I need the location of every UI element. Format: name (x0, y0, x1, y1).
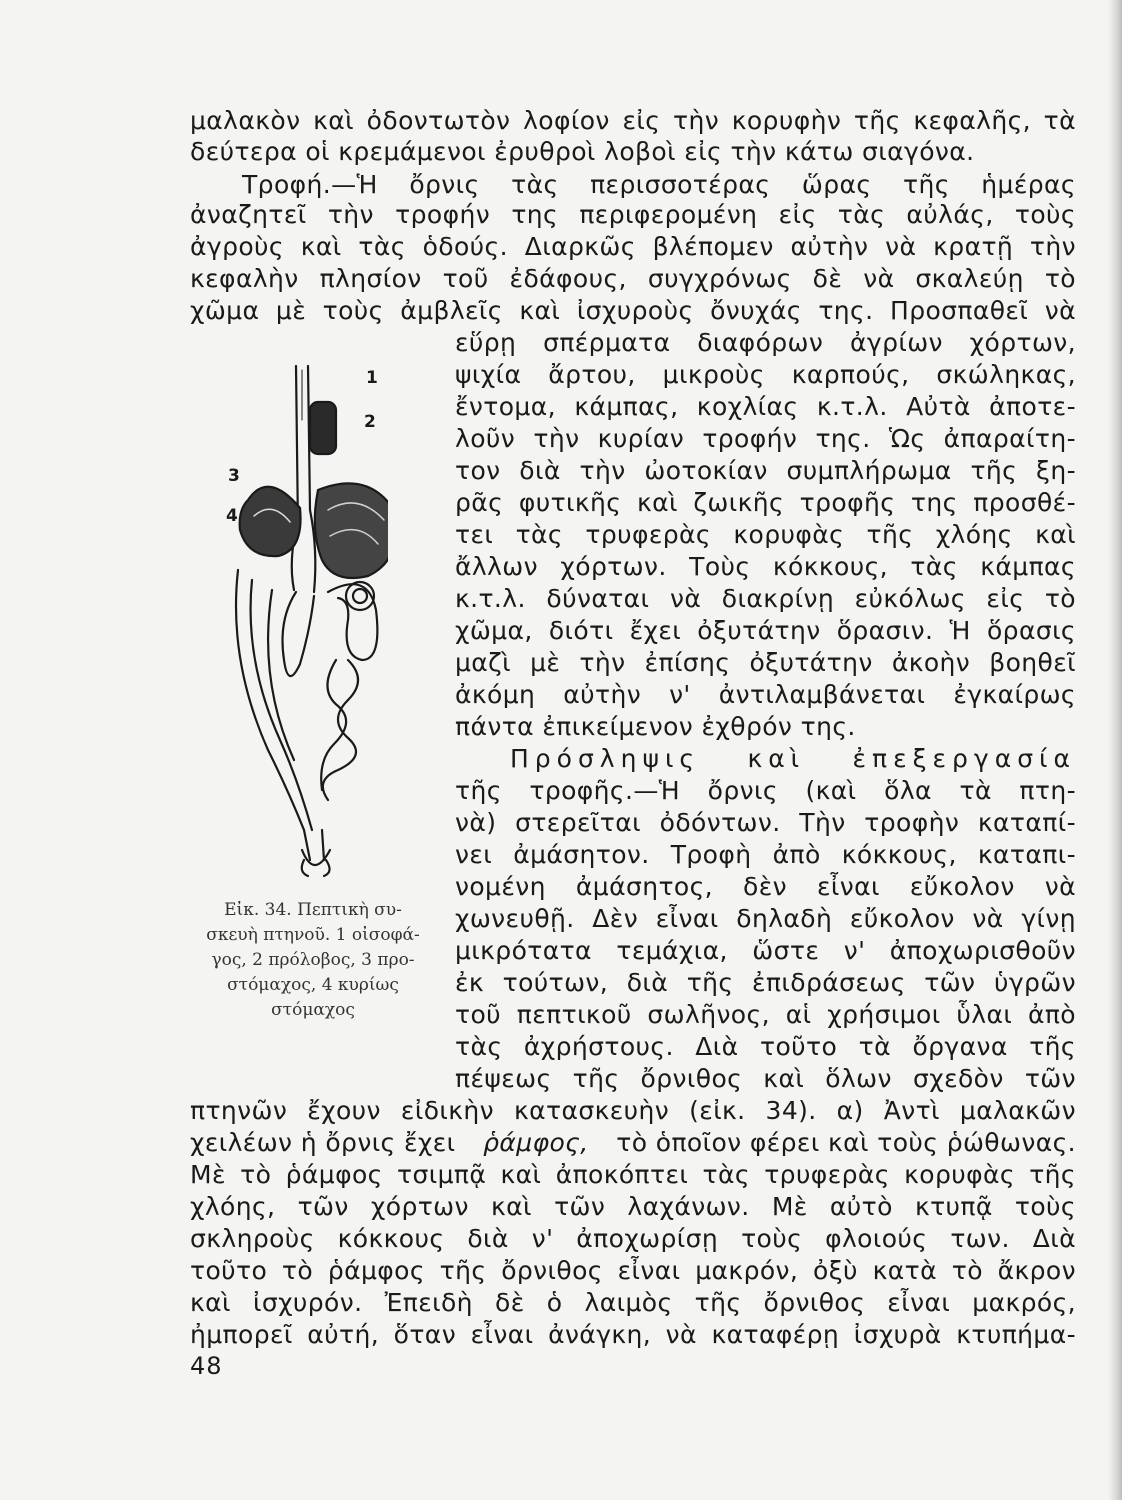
section-heading-food: Τροφή.—Ἡ ὄρνις τὰς περισσοτέρας ὥρας τῆς ἡμέρας (242, 170, 1076, 199)
text-line: ἀναζητεῖ τὴν τροφήν της περιφερομένη εἰς τὰς αὐλάς, τοὺς (190, 200, 1076, 229)
text-line: ἄλλων χόρτων. Τοὺς κόκκους, τὰς κάμπας (455, 552, 1076, 581)
text-line: μαζὶ μὲ τὴν ἐπίσης ὀξυτάτην ἀκοὴν βοηθεῖ (455, 648, 1076, 677)
italic-term-beak: ῥάμφος, (483, 1128, 589, 1157)
figure-label-crop: 2 (364, 412, 376, 432)
text-line: ἀγροὺς καὶ τὰς ὁδούς. Διαρκῶς βλέπομεν αὐτὴν νὰ κρατῇ τὴν (190, 232, 1076, 261)
text-line: τῆς τροφῆς.—Ἡ ὄρνις (καὶ ὅλα τὰ πτη- (455, 776, 1076, 805)
figure-label-gizzard: 4 (226, 506, 238, 526)
text-line: λοῦν τὴν κυρίαν τροφήν της. Ὡς ἀπαραίτη- (455, 424, 1076, 453)
text-line: δεύτερα οἱ κρεμάμενοι ἐρυθροὶ λοβοὶ εἰς τὴν κάτω σιαγόνα. (190, 137, 975, 166)
text-line: ψιχία ἄρτου, μικροὺς καρπούς, σκώληκας, (455, 360, 1076, 389)
figure-caption-line: σκευὴ πτηνοῦ. 1 οἰσοφά- (206, 925, 420, 945)
text-line: νὰ) στερεῖται ὀδόντων. Τὴν τροφὴν καταπί- (455, 808, 1076, 837)
text-line: ἀκόμη αὐτὴν ν' ἀντιλαμβάνεται ἐγκαίρως (455, 680, 1076, 709)
text-line: τοῦ πεπτικοῦ σωλῆνος, αἱ χρήσιμοι ὗλαι ἀπὸ (455, 1000, 1076, 1029)
page-edge (1108, 0, 1122, 1500)
text-line: ἐκ τούτων, διὰ τῆς ἐπιδράσεως τῶν ὑγρῶν (455, 968, 1076, 997)
figure-label-proventriculus: 3 (228, 466, 240, 486)
text-line: πάντα ἐπικείμενον ἐχθρόν της. (455, 712, 856, 741)
figure-caption-line: γος, 2 πρόλοβος, 3 προ- (211, 950, 415, 970)
text-line: πέψεως τῆς ὄρνιθος καὶ ὅλων σχεδὸν τῶν (455, 1064, 1076, 1093)
text-line: νομένη ἀμάσητος, δὲν εἶναι εὔκολον νὰ (455, 872, 1076, 901)
section-heading-intake: Πρόσληψις καὶ ἐπεξεργασία (510, 744, 1076, 773)
text-line-mixed (190, 1128, 1076, 1158)
digestive-system-figure (218, 360, 388, 880)
figure-caption-line: στόμαχος (271, 1000, 355, 1020)
text-line: χῶμα, διότι ἔχει ὀξυτάτην ὅρασιν. Ἡ ὅρασις (455, 616, 1076, 645)
text-line: καὶ ἰσχυρόν. Ἐπειδὴ δὲ ὁ λαιμὸς τῆς ὄρνιθος εἶναι μακρός, (190, 1288, 1076, 1317)
text-line: χλόης, τῶν χόρτων καὶ τῶν λαχάνων. Μὲ αὐτὸ κτυπᾷ τοὺς (190, 1192, 1076, 1221)
text-line: μικρότατα τεμάχια, ὥστε ν' ἀποχωρισθοῦν (455, 936, 1076, 965)
text-line: εὕρῃ σπέρματα διαφόρων ἀγρίων χόρτων, (455, 328, 1076, 357)
page-number: 48 (190, 1352, 223, 1380)
text-line: ἠμπορεῖ αὐτή, ὅταν εἶναι ἀνάγκη, νὰ καταφέρῃ ἰσχυρὰ κτυπήμα- (190, 1320, 1076, 1349)
text-segment: τὸ ὁποῖον φέρει καὶ τοὺς ῥώθωνας. (616, 1128, 1076, 1157)
text-line: κεφαλὴν πλησίον τοῦ ἐδάφους, συγχρόνως δὲ νὰ σκαλεύῃ τὸ (190, 264, 1076, 293)
text-line: τον διὰ τὴν ὠοτοκίαν συμπλήρωμα τῆς ξη- (455, 456, 1076, 485)
text-line: νει ἀμάσητον. Τροφὴ ἀπὸ κόκκους, καταπι- (455, 840, 1076, 869)
text-line: κ.τ.λ. δύναται νὰ διακρίνῃ εὐκόλως εἰς τὸ (455, 584, 1076, 613)
figure-caption-line: στόμαχος, 4 κυρίως (227, 975, 399, 995)
text-segment: χειλέων ἡ ὄρνις ἔχει (190, 1128, 456, 1157)
text-line: σκληροὺς κόκκους διὰ ν' ἀποχωρίσῃ τοὺς φλοιούς των. Διὰ (190, 1224, 1076, 1253)
text-line: μαλακὸν καὶ ὀδοντωτὸν λοφίον εἰς τὴν κορυφὴν τῆς κεφαλῆς, τὰ (190, 106, 1076, 135)
digestive-system-drawing (218, 360, 388, 880)
text-line: τει τὰς τρυφερὰς κορυφὰς τῆς χλόης καὶ (455, 520, 1076, 549)
figure-label-esophagus: 1 (366, 368, 378, 388)
text-line: χωνευθῇ. Δὲν εἶναι δηλαδὴ εὔκολον νὰ γίνῃ (455, 904, 1076, 933)
figure-caption-line: Εἰκ. 34. Πεπτικὴ συ- (224, 900, 402, 920)
text-line: πτηνῶν ἔχουν εἰδικὴν κατασκευὴν (εἰκ. 34). α) Ἀντὶ μαλακῶν (190, 1096, 1076, 1125)
text-line: ρᾶς φυτικῆς καὶ ζωικῆς τροφῆς της προσθέ- (455, 488, 1076, 517)
text-line: ἔντομα, κάμπας, κοχλίας κ.τ.λ. Αὐτὰ ἀποτε- (455, 392, 1076, 421)
text-line: Μὲ τὸ ῥάμφος τσιμπᾷ καὶ ἀποκόπτει τὰς τρυφερὰς κορυφὰς τῆς (190, 1160, 1076, 1189)
text-line: τοῦτο τὸ ῥάμφος τῆς ὄρνιθος εἶναι μακρόν, ὀξὺ κατὰ τὸ ἄκρον (190, 1256, 1076, 1285)
text-line: χῶμα μὲ τοὺς ἀμβλεῖς καὶ ἰσχυροὺς ὄνυχάς της. Προσπαθεῖ νὰ (190, 296, 1076, 325)
text-line: τὰς ἀχρήστους. Διὰ τοῦτο τὰ ὄργανα τῆς (455, 1032, 1076, 1061)
